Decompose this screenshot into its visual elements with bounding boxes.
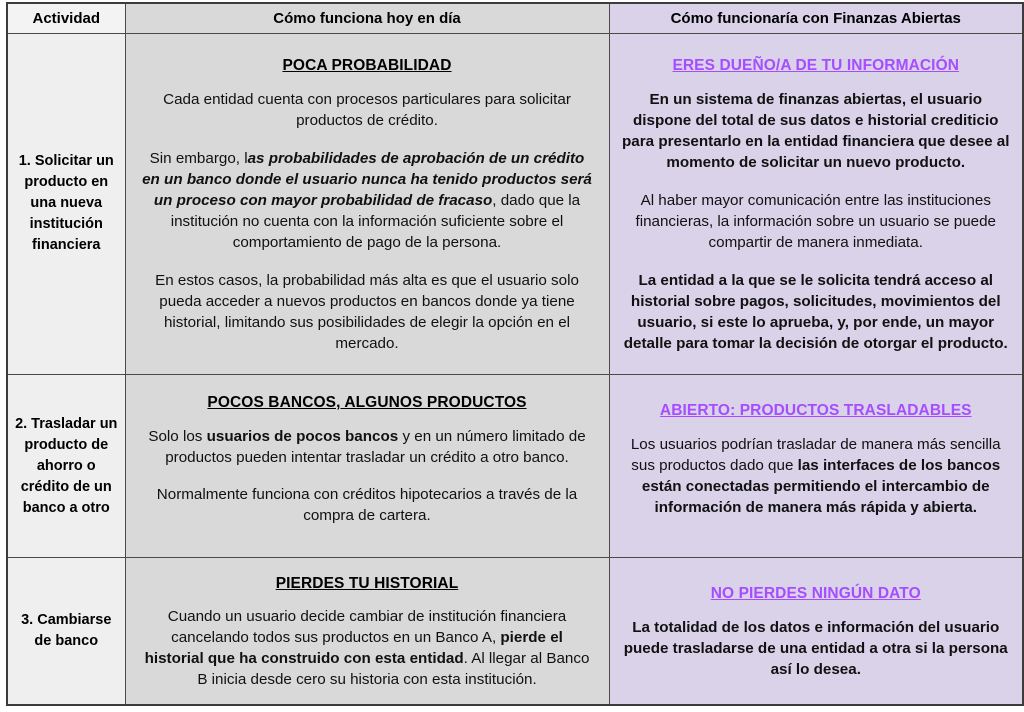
today-p2-tail: , dado que la institución no cuenta con la información suficiente sobre el comportamiento de pago de la persona.: [170, 192, 581, 252]
open-paragraph-1-3: La entidad a la que se le solicita tendrá acceso al historial sobre pagos, solicitudes, movimientos del usuario, si este lo aprueba, y, por ende, un mayor detalle para tomar la decisión de otorgar el producto.: [623, 272, 1008, 352]
today-p1-emphasis-3: pierde el historial que ha construido con esta entidad: [144, 629, 563, 668]
open-heading-2: ABIERTO: PRODUCTOS TRASLADABLES: [659, 401, 972, 419]
today-p1-tail-2: y en un número limitado de productos pueden intentar trasladar un crédito a otro banco.: [165, 427, 586, 466]
today-paragraph-3-1: [140, 607, 595, 691]
today-paragraph-2-2: Normalmente funciona con créditos hipotecarios a través de la compra de cartera.: [156, 485, 578, 524]
column-header-open-finance: Cómo funcionaría con Finanzas Abiertas: [609, 3, 1023, 33]
table-row: [7, 33, 1023, 375]
open-paragraph-1-1: En un sistema de finanzas abiertas, el usuario dispone del total de sus datos e historial crediticio para presentarlo en la entidad financiera que desee al momento de solicitar un nuevo producto.: [622, 91, 1010, 172]
open-p1-emphasis-2: las interfaces de los bancos están conectadas permitiendo el intercambio de información de manera más rápida y abierta.: [641, 456, 1001, 516]
today-p1-tail-3: . Al llegar al Banco B inicia desde cero su historia con esta institución.: [197, 650, 590, 689]
activity-cell-1: 1. Solicitar un producto en una nueva institución financiera: [7, 33, 125, 375]
today-p2-lead: Sin embargo, l: [149, 150, 248, 168]
open-paragraph-1-2: Al haber mayor comunicación entre las instituciones financieras, la información sobre un usuario se puede compartir de manera inmediata.: [635, 192, 996, 252]
today-cell-1: [125, 33, 609, 375]
open-heading-3: NO PIERDES NINGÚN DATO: [710, 585, 921, 603]
today-p2-emphasis: as probabilidades de aprobación de un crédito en un banco donde el usuario nunca ha tenido productos será un proceso con mayor probabilidad de fracaso: [142, 150, 592, 210]
open-heading-1: ERES DUEÑO/A DE TU INFORMACIÓN: [672, 56, 960, 74]
open-p1-lead-2: Los usuarios podrían trasladar de manera más sencilla sus productos dado que: [630, 435, 1001, 474]
open-paragraph-3-1: La totalidad de los datos e información del usuario puede trasladarse de una entidad a otra si la persona así lo desea.: [623, 618, 1008, 678]
today-paragraph-1-1: Cada entidad cuenta con procesos particulares para solicitar productos de crédito.: [163, 91, 571, 130]
today-heading-2: POCOS BANCOS, ALGUNOS PRODUCTOS: [207, 393, 527, 411]
table-row: [7, 557, 1023, 705]
today-cell-3: [125, 557, 609, 705]
open-finance-comparison-table: [6, 2, 1024, 706]
today-heading-1: POCA PROBABILIDAD: [282, 56, 452, 74]
today-paragraph-1-2: [140, 149, 595, 254]
column-header-activity: Actividad: [7, 3, 125, 33]
open-cell-1: [609, 33, 1023, 375]
activity-cell-2: 2. Trasladar un producto de ahorro o crédito de un banco a otro: [7, 375, 125, 557]
open-cell-2: [609, 375, 1023, 557]
today-heading-3: PIERDES TU HISTORIAL: [275, 574, 459, 592]
table-header-row: [7, 3, 1023, 33]
column-header-today: Cómo funciona hoy en día: [125, 3, 609, 33]
open-cell-3: [609, 557, 1023, 705]
today-p1-lead-3: Cuando un usuario decide cambiar de institución financiera cancelando todos sus productos en un Banco A,: [167, 608, 567, 647]
activity-cell-3: 3. Cambiarse de banco: [7, 557, 125, 705]
today-cell-2: [125, 375, 609, 557]
open-paragraph-2-1: [622, 435, 1011, 519]
today-p1-lead-2: Solo los: [148, 427, 207, 445]
today-paragraph-1-3: En estos casos, la probabilidad más alta es que el usuario solo pueda acceder a nuevos productos en bancos donde ya tiene historial, limitando sus posibilidades de elegir la opción en el mercado.: [155, 272, 579, 352]
table-row: [7, 375, 1023, 557]
today-p1-emphasis-2: usuarios de pocos bancos: [206, 427, 399, 445]
today-paragraph-2-1: [140, 427, 595, 469]
